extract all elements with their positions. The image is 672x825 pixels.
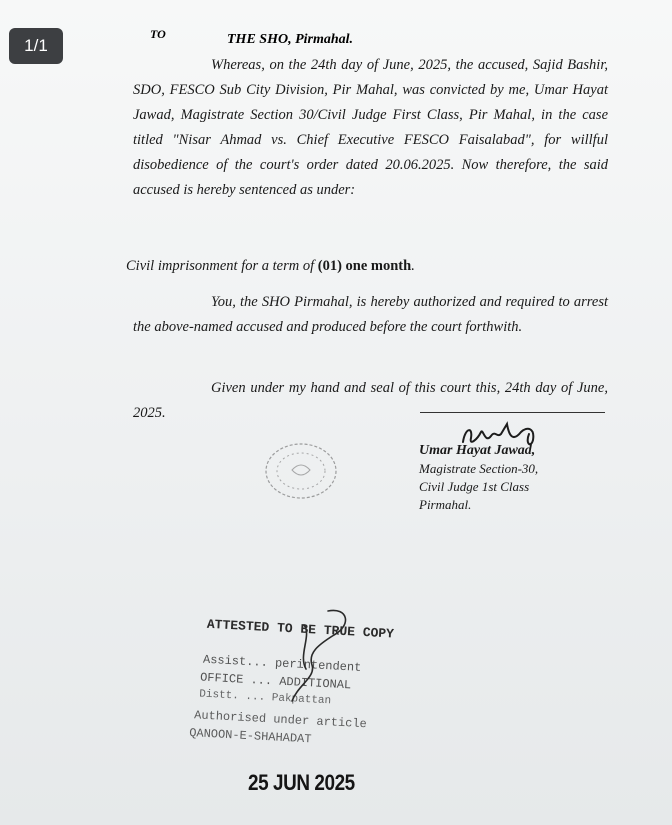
- authorization-text: You, the SHO Pirmahal, is hereby authorized and required to arrest the above-named accused and produced before the court forthwith.: [133, 294, 608, 335]
- attestation-stamp: [188, 616, 419, 787]
- attestation-line: OFFICE ... ADDITIONAL: [199, 670, 352, 693]
- preamble-paragraph: [133, 53, 608, 203]
- given-under-text: Given under my hand and seal of this court this, 24th day of June, 2025.: [133, 380, 608, 421]
- signature-rule: [420, 412, 605, 413]
- attestation-line: Distt. ... Pakpattan: [198, 688, 332, 708]
- attestation-heading: ATTESTED TO BE TRUE COPY: [206, 616, 395, 642]
- addressee: THE SHO, Pirmahal.: [227, 32, 354, 47]
- attestation-line: Assist... perintendent: [202, 652, 362, 675]
- to-label: TO: [150, 27, 166, 41]
- attestation-line: QANOON-E-SHAHADAT: [188, 725, 312, 747]
- magistrate-location: Pirmahal.: [419, 497, 472, 512]
- sentence-suffix: .: [411, 258, 415, 274]
- court-seal-icon: [262, 440, 340, 507]
- signature-block: [419, 442, 538, 514]
- magistrate-rank: Civil Judge 1st Class: [419, 479, 530, 494]
- sentence-paragraph: [126, 254, 606, 279]
- sentence-term: (01) one month: [317, 258, 412, 274]
- authorization-paragraph: [133, 290, 608, 340]
- magistrate-title: Magistrate Section-30,: [419, 461, 539, 476]
- sentence-prefix: Civil imprisonment for a term of: [126, 258, 318, 274]
- page-indicator-badge: 1/1: [9, 28, 63, 64]
- attestation-line: Authorised under article: [193, 708, 368, 732]
- preamble-text: Whereas, on the 24th day of June, 2025, the accused, Sajid Bashir, SDO, FESCO Sub City Division, Pir Mahal, was convicted by me, Umar Hayat Jawad, Magistrate Section 30/Civil Judge First Class, Pir Mahal, in the case titled "Nisar Ahmad vs. Chief Executive FESCO Faisalabad", for willful disobedience of the court's order dated 20.06.2025. Now therefore, the said accused is hereby sentenced as under:: [133, 57, 608, 198]
- magistrate-name: Umar Hayat Jawad,: [419, 443, 536, 458]
- stamp-date: 25 JUN 2025: [248, 770, 355, 795]
